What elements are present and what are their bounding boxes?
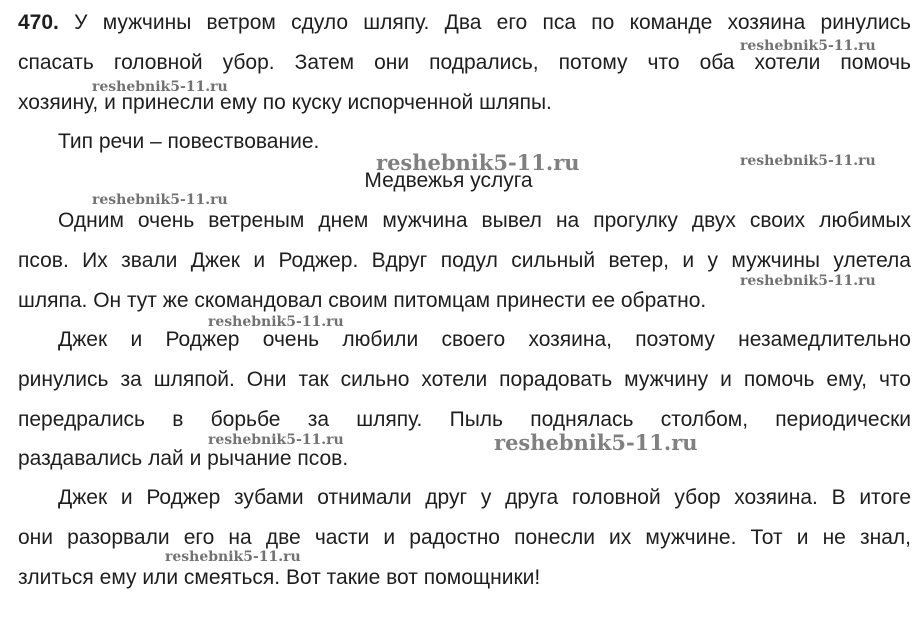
story-p2-line-1: Джек и Роджер очень любили своего хозяина, поэтому незамедлительно xyxy=(58,328,911,351)
watermark: reshebnik5-11.ru xyxy=(494,430,698,455)
task-line-2: спасать головной убор. Затем они подрались, потому что оба хотели помочь xyxy=(18,51,911,74)
watermark: reshebnik5-11.ru xyxy=(165,549,301,565)
task-line-3: хозяину, и принесли ему по куску испорченной шляпы. xyxy=(18,91,552,114)
task-text: У мужчины ветром сдуло шляпу. Два его пса по команде хозяина ринулись xyxy=(74,11,911,34)
watermark: reshebnik5-11.ru xyxy=(92,192,228,208)
story-p2-line-3: передрались в борьбе за шляпу. Пыль поднялась столбом, периодически xyxy=(18,408,911,431)
story-p1-line-3: шляпа. Он тут же скомандовал своим питомцам принести ее обратно. xyxy=(18,289,707,312)
story-p1-line-1: Одним очень ветреным днем мужчина вывел на прогулку двух своих любимых xyxy=(58,209,911,232)
story-p3-line-2: они разорвали его на две части и радостно понесли их мужчине. Тот и не знал, xyxy=(18,526,911,549)
story-p1-line-2: псов. Их звали Джек и Роджер. Вдруг подул сильный ветер, и у мужчины улетела xyxy=(18,249,911,272)
watermark: reshebnik5-11.ru xyxy=(92,79,228,95)
task-line-1 xyxy=(18,10,911,36)
story-p2-line-2: ринулись за шляпой. Они так сильно хотели порадовать мужчину и помочь ему, что xyxy=(18,368,911,391)
watermark: reshebnik5-11.ru xyxy=(740,153,876,169)
story-p3-line-3: злиться ему или смеяться. Вот такие вот помощники! xyxy=(18,566,541,589)
watermark: reshebnik5-11.ru xyxy=(740,38,876,54)
watermark: reshebnik5-11.ru xyxy=(376,150,580,175)
story-title: Медвежья услуга xyxy=(364,169,533,192)
watermark: reshebnik5-11.ru xyxy=(208,432,344,448)
watermark: reshebnik5-11.ru xyxy=(208,314,344,330)
speech-type: Тип речи – повествование. xyxy=(58,130,320,153)
task-number: 470. xyxy=(18,11,59,34)
story-p3-line-1: Джек и Роджер зубами отнимали друг у друга головной убор хозяина. В итоге xyxy=(58,486,911,509)
watermark: reshebnik5-11.ru xyxy=(740,273,876,289)
story-p2-line-4: раздавались лай и рычание псов. xyxy=(18,447,349,470)
